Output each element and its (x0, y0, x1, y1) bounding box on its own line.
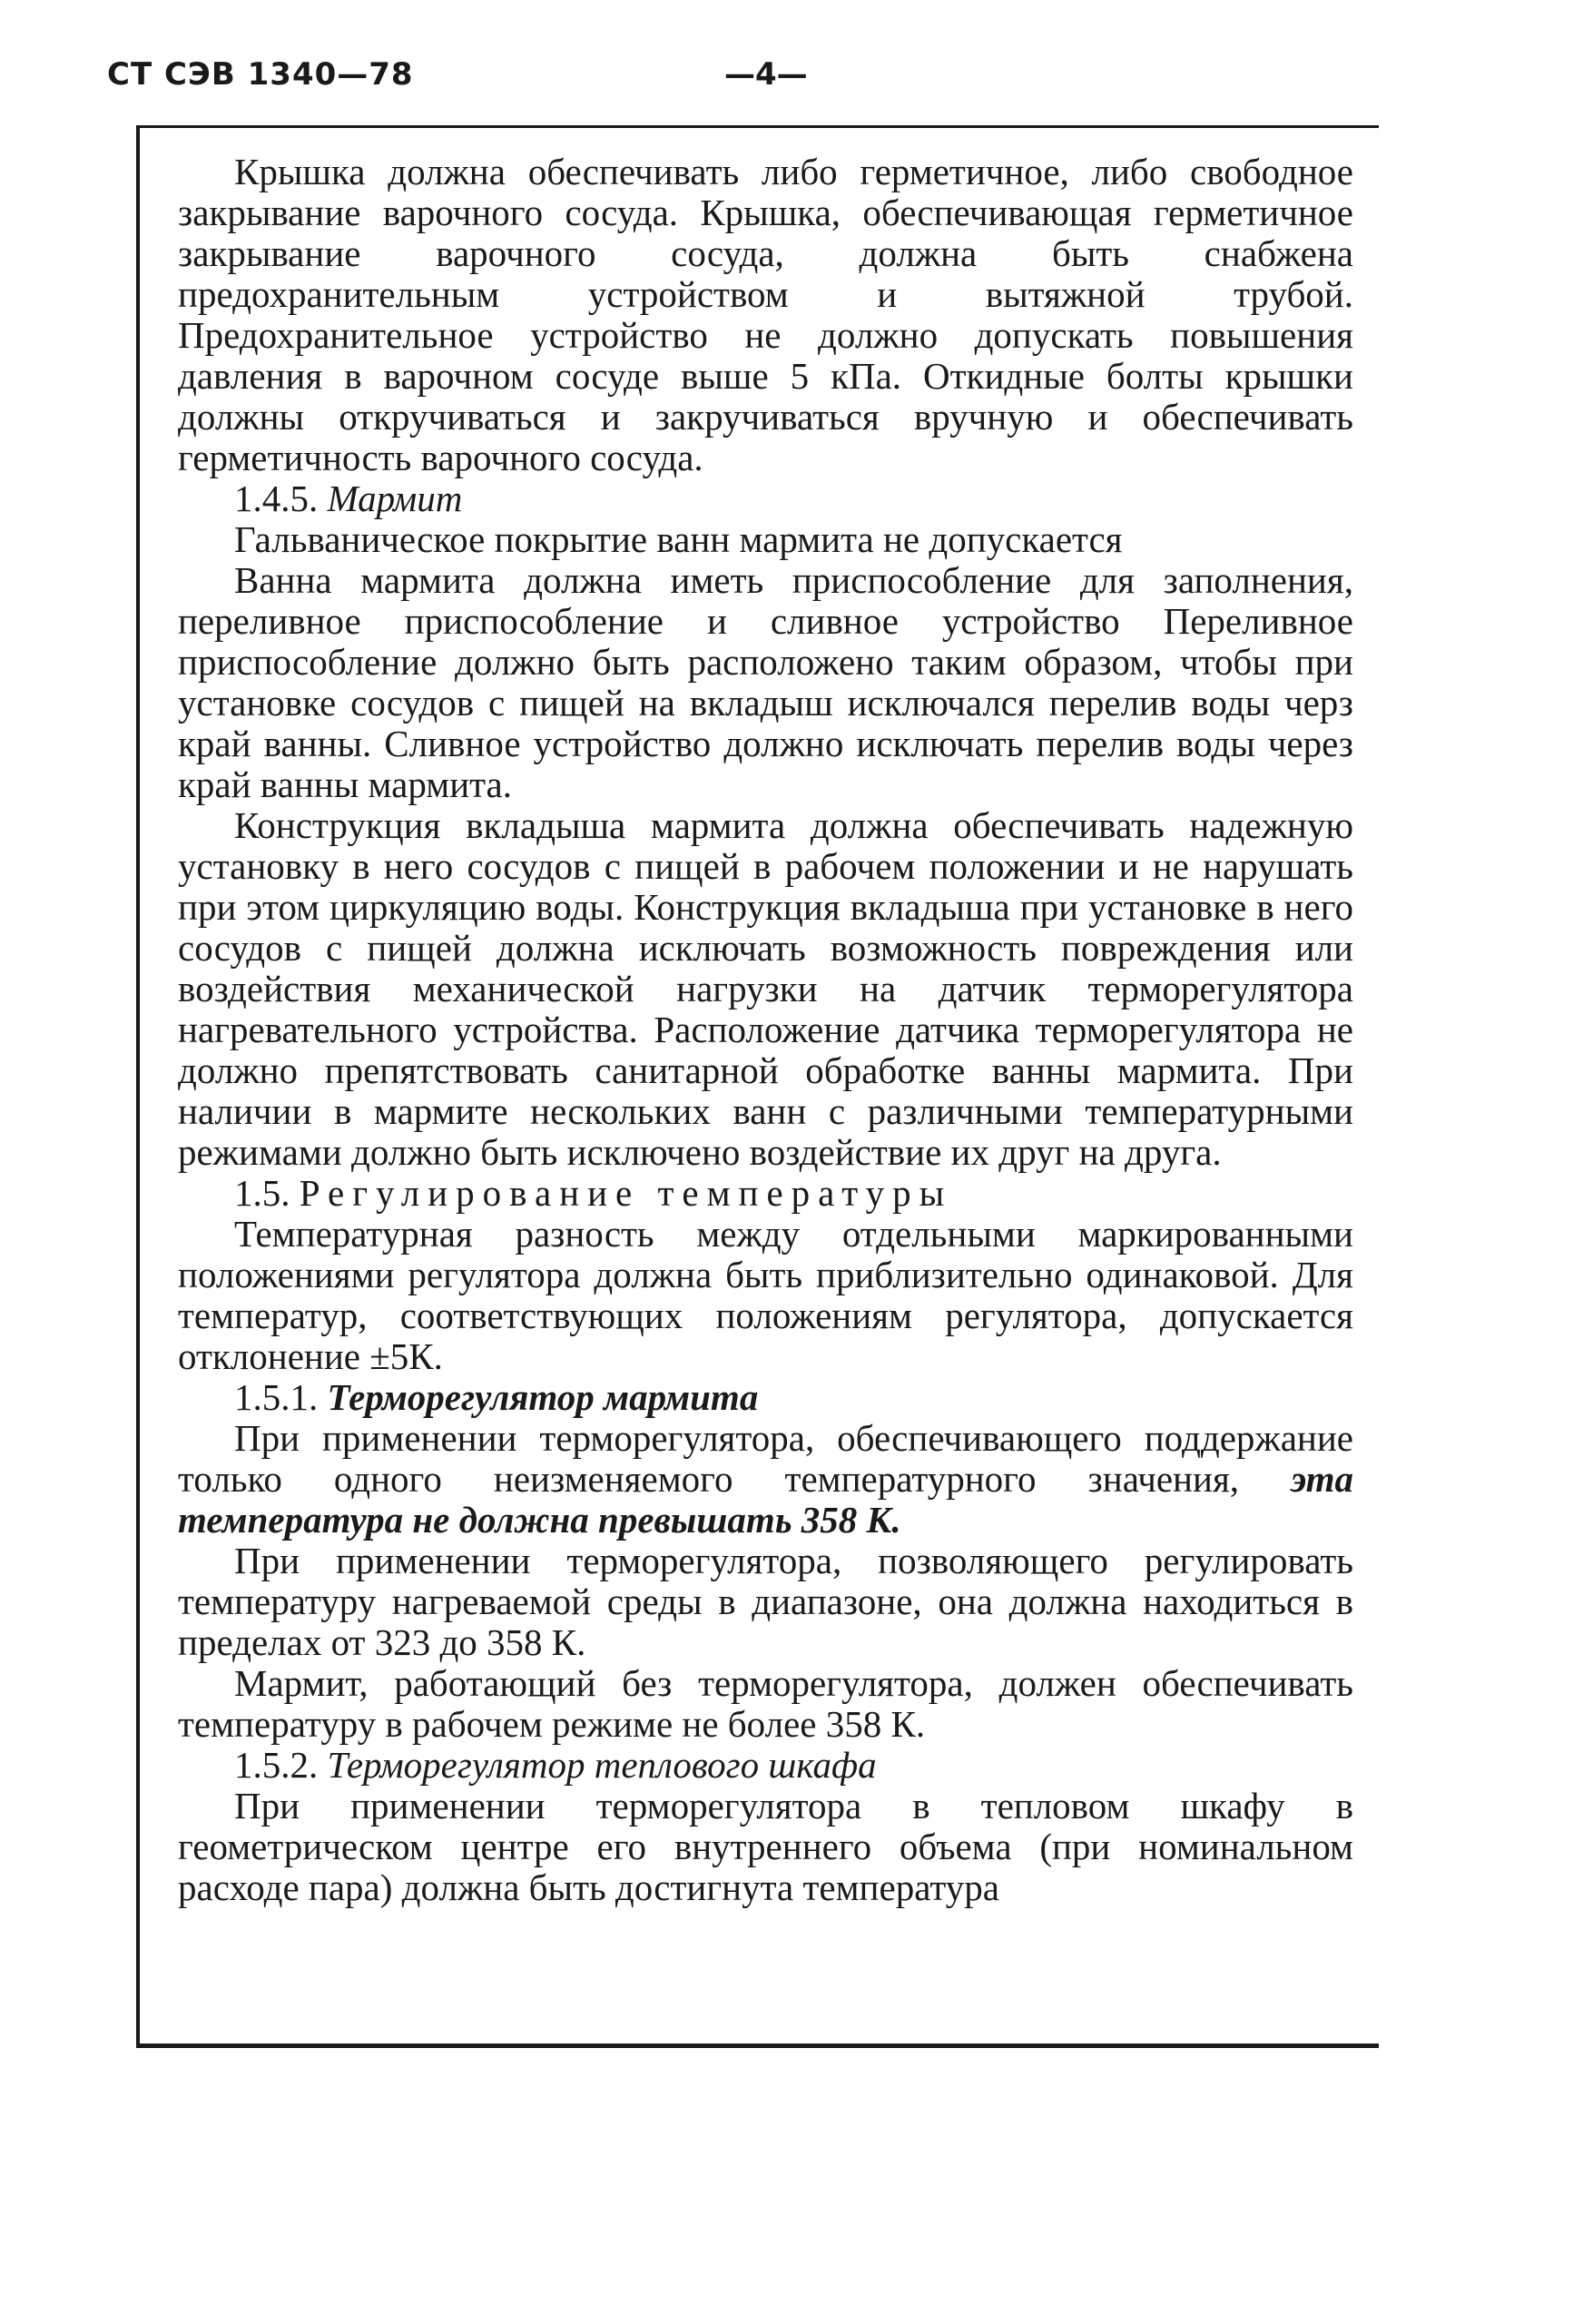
standard-code: СТ СЭВ 1340—78 (107, 56, 414, 93)
section-title: Мармит (327, 478, 463, 519)
section-heading-1-5-1 (178, 1377, 1353, 1418)
paragraph-no-thermostat: Мармит, работающий без терморегулятора, должен обеспечивать температуру в рабочем режиме не более 358 К. (178, 1662, 1353, 1745)
document-frame (136, 125, 1379, 2048)
section-title: Терморегулятор теплового шкафа (327, 1744, 877, 1786)
section-number: 1.5.2. (234, 1744, 319, 1786)
document-body (178, 152, 1353, 1908)
page-number: —4— (724, 56, 808, 93)
paragraph-range-thermostat: При применении терморегулятора, позволяющего регулировать температуру нагреваемой среды в диапазоне, она должна находиться в пределах от 323 до 358 К. (178, 1540, 1353, 1663)
section-heading-1-5 (178, 1173, 1353, 1214)
paragraph-bath: Ванна мармита должна иметь приспособление для заполнения, переливное приспособление и сливное устройство Переливное приспособление должно быть расположено таким образом, чтобы при установке сосудов с пищей на вкладыш исключался перелив воды черз край ванны. Сливное устройство должно исключать перелив воды через край ванны мармита. (178, 559, 1353, 805)
section-number: 1.4.5. (234, 478, 319, 519)
paragraph-cabinet-thermostat: При применении терморегулятора в тепловом шкафу в геометрическом центре его внутреннего объема (при номинальном расходе пара) должна быть достигнута температура (178, 1785, 1353, 1908)
paragraph-single-value-thermostat (178, 1418, 1353, 1541)
section-heading-1-5-2 (178, 1745, 1353, 1786)
section-number: 1.5. (234, 1172, 290, 1214)
section-number: 1.5.1. (234, 1376, 319, 1418)
section-title: Регулирование температуры (299, 1172, 953, 1214)
page-header (107, 56, 1396, 111)
paragraph-lid: Крышка должна обеспечивать либо герметичное, либо свободное закрывание варочного сосуда. Крышка, обеспечивающая герметичное закрывание варочного сосуда, должна быть снабжена предохранительным устройством и вытяжной трубой. Предохранительное устройство не должно допускать повышения давления в варочном сосуде выше 5 кПа. Откидные болты крышки должны откручиваться и закручиваться вручную и обеспечивать герметичность варочного сосуда. (178, 151, 1353, 478)
paragraph-text: При применении терморегулятора, обеспечивающего поддержание только одного неизменяемого температурного значения, (178, 1417, 1353, 1500)
section-title: Терморегулятор мармита (327, 1376, 759, 1418)
paragraph-insert: Конструкция вкладыша мармита должна обеспечивать надежную установку в него сосудов с пищей в рабочем положении и не нарушать при этом циркуляцию воды. Конструкция вкладыша при установке в него сосудов с пищей должна исключать возможность повреждения или воздействия механической нагрузки на датчик терморегулятора нагревательного устройства. Расположение датчика терморегулятора не должно препятствовать санитарной обработке ванны мармита. При наличии в мармите нескольких ванн с различными температурными режимами должно быть исключено воздействие их друг на друга. (178, 804, 1353, 1173)
section-heading-1-4-5 (178, 478, 1353, 519)
paragraph-temperature-difference: Температурная разность между отдельными маркированными положениями регулятора должна быть приблизительно одинаковой. Для температур, соответствующих положениям регулятора, допускается отклонение ±5К. (178, 1213, 1353, 1377)
paragraph-coating: Гальваническое покрытие ванн мармита не допускается (234, 518, 1123, 560)
emphasized-text: эта температура не должна превышать 358 К. (178, 1458, 1354, 1541)
